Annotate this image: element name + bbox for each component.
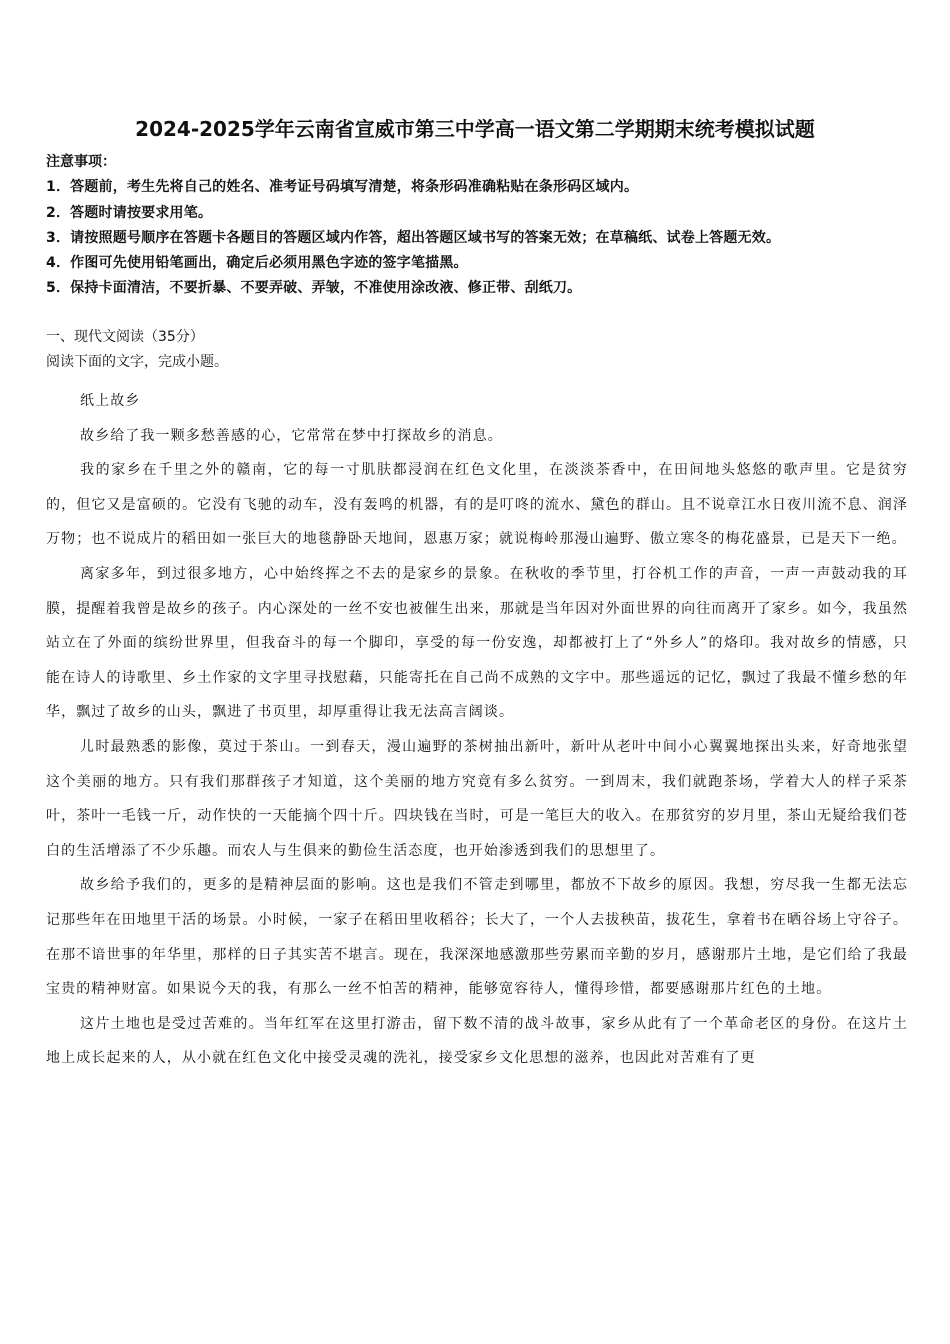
article-paragraph: 离家多年，到过很多地方，心中始终挥之不去的是家乡的景象。在秋收的季节里，打谷机工作的声音，一声一声鼓动我的耳膜，提醒着我曾是故乡的孩子。内心深处的一丝不安也被催生出来，那就是当年因对外面世界的向往而离开了家乡。如今，我虽然站立在了外面的缤纷世界里，但我奋斗的每一个脚印，享受的每一份安逸，却都被打上了“外乡人”的烙印。我对故乡的情感，只能在诗人的诗歌里、乡土作家的文字里寻找慰藉，只能寄托在自己尚不成熟的文字中。那些遥远的记忆，飘过了我最不懂乡愁的年华，飘过了故乡的山头，飘进了书页里，却厚重得让我无法高言阔谈。 xyxy=(46,565,908,721)
exam-title: 2024-2025学年云南省宣威市第三中学高一语文第二学期期末统考模拟试题 xyxy=(135,117,815,141)
notice-item-5: 5．保持卡面清洁，不要折暴、不要弄破、弄皱，不准使用涂改液、修正带、刮纸刀。 xyxy=(46,280,582,296)
article-title: 纸上故乡 xyxy=(80,393,141,409)
notice-item-3: 3．请按照题号顺序在答题卡各题目的答题区域内作答，超出答题区域书写的答案无效；在草稿纸、试卷上答题无效。 xyxy=(46,230,781,246)
article xyxy=(46,384,908,1076)
notice-item-4: 4．作图可先使用铅笔画出，确定后必须用黑色字迹的签字笔描黑。 xyxy=(46,255,468,271)
article-paragraph: 这片土地也是受过苦难的。当年红军在这里打游击，留下数不清的战斗故事，家乡从此有了一个革命老区的身份。在这片土地上成长起来的人，从小就在红色文化中接受灵魂的洗礼，接受家乡文化思想的滋养，也因此对苦难有了更 xyxy=(46,1015,908,1067)
article-paragraph: 故乡给予我们的，更多的是精神层面的影响。这也是我们不管走到哪里，都放不下故乡的原因。我想，穷尽我一生都无法忘记那些年在田地里干活的场景。小时候，一家子在稻田里收稻谷；长大了，一个人去拔秧苗，拔花生，拿着书在晒谷场上守谷子。在那不谙世事的年华里，那样的日子其实苦不堪言。现在，我深深地感激那些劳累而辛勤的岁月，感谢那片土地，是它们给了我最宝贵的精神财富。如果说今天的我，有那么一丝不怕苦的精神，能够宽容待人，懂得珍惜，都要感谢那片红色的土地。 xyxy=(46,877,908,998)
notice-label: 注意事项： xyxy=(46,154,116,170)
article-paragraph: 我的家乡在千里之外的赣南，它的每一寸肌肤都浸润在红色文化里，在淡淡茶香中，在田间地头悠悠的歌声里。它是贫穷的，但它又是富硕的。它没有飞驰的动车，没有轰鸣的机器，有的是叮咚的流水、黛色的群山。且不说章江水日夜川流不息、润泽万物；也不说成片的稻田如一张巨大的地毯静卧天地间，恩惠万家；就说梅岭那漫山遍野、傲立寒冬的梅花盛景，已是天下一绝。 xyxy=(46,462,908,548)
notice-item-1: 1．答题前，考生先将自己的姓名、准考证号码填写清楚，将条形码准确粘贴在条形码区域内。 xyxy=(46,179,639,195)
article-paragraph: 故乡给了我一颗多愁善感的心，它常常在梦中打探故乡的消息。 xyxy=(80,427,503,444)
section-heading: 一、现代文阅读（35分） xyxy=(46,329,204,345)
notice-item-2: 2．答题时请按要求用笔。 xyxy=(46,205,213,221)
section-instruction: 阅读下面的文字，完成小题。 xyxy=(46,354,228,370)
article-paragraph: 儿时最熟悉的影像，莫过于茶山。一到春天，漫山遍野的茶树抽出新叶，新叶从老叶中间小心翼翼地探出头来，好奇地张望这个美丽的地方。只有我们那群孩子才知道，这个美丽的地方究竟有多么贫穷。一到周末，我们就跑茶场，学着大人的样子采茶叶，茶叶一毛钱一斤，动作快的一天能摘个四十斤。四块钱在当时，可是一笔巨大的收入。在那贫穷的岁月里，茶山无疑给我们苍白的生活增添了不少乐趣。而农人与生俱来的勤俭生活态度，也开始渗透到我们的思想里了。 xyxy=(46,738,908,859)
